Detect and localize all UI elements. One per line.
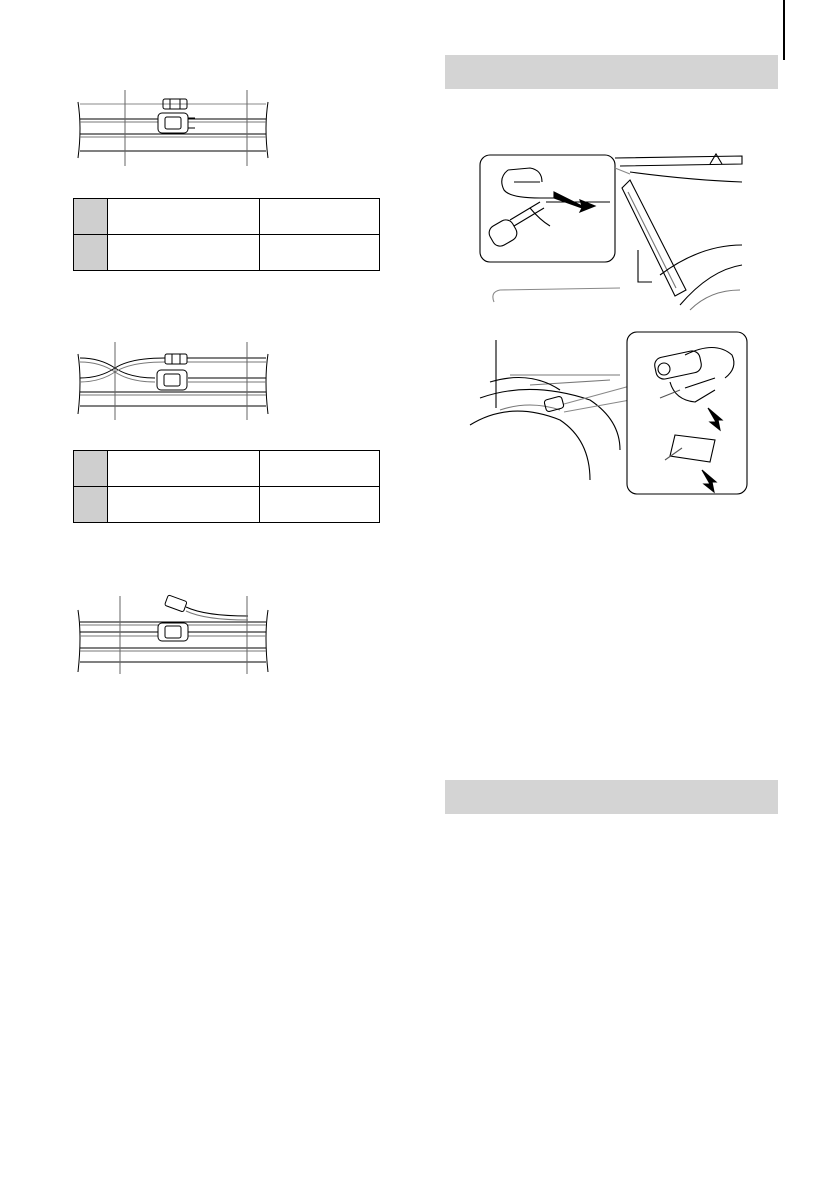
table-key-cell — [74, 451, 108, 487]
connection-diagram-1 — [70, 88, 280, 168]
connection-diagram-3 — [70, 592, 280, 676]
table-row — [74, 199, 380, 235]
table-cell — [108, 235, 260, 271]
table-cell — [260, 451, 380, 487]
crop-mark — [783, 0, 785, 60]
table-key-cell — [74, 487, 108, 523]
table-row — [74, 235, 380, 271]
spec-table-2 — [73, 450, 380, 523]
table-cell — [108, 199, 260, 235]
spec-table-1 — [73, 198, 380, 271]
connection-diagram-2 — [70, 340, 280, 422]
table-cell — [260, 487, 380, 523]
table-cell — [108, 487, 260, 523]
table-key-cell — [74, 199, 108, 235]
section-heading-bar-2 — [445, 780, 778, 814]
table-cell — [260, 199, 380, 235]
table-row — [74, 451, 380, 487]
table-cell — [108, 451, 260, 487]
section-heading-bar-1 — [445, 55, 778, 89]
table-cell — [260, 235, 380, 271]
table-row — [74, 487, 380, 523]
table-key-cell — [74, 235, 108, 271]
microphone-installation-illustration — [470, 150, 750, 498]
